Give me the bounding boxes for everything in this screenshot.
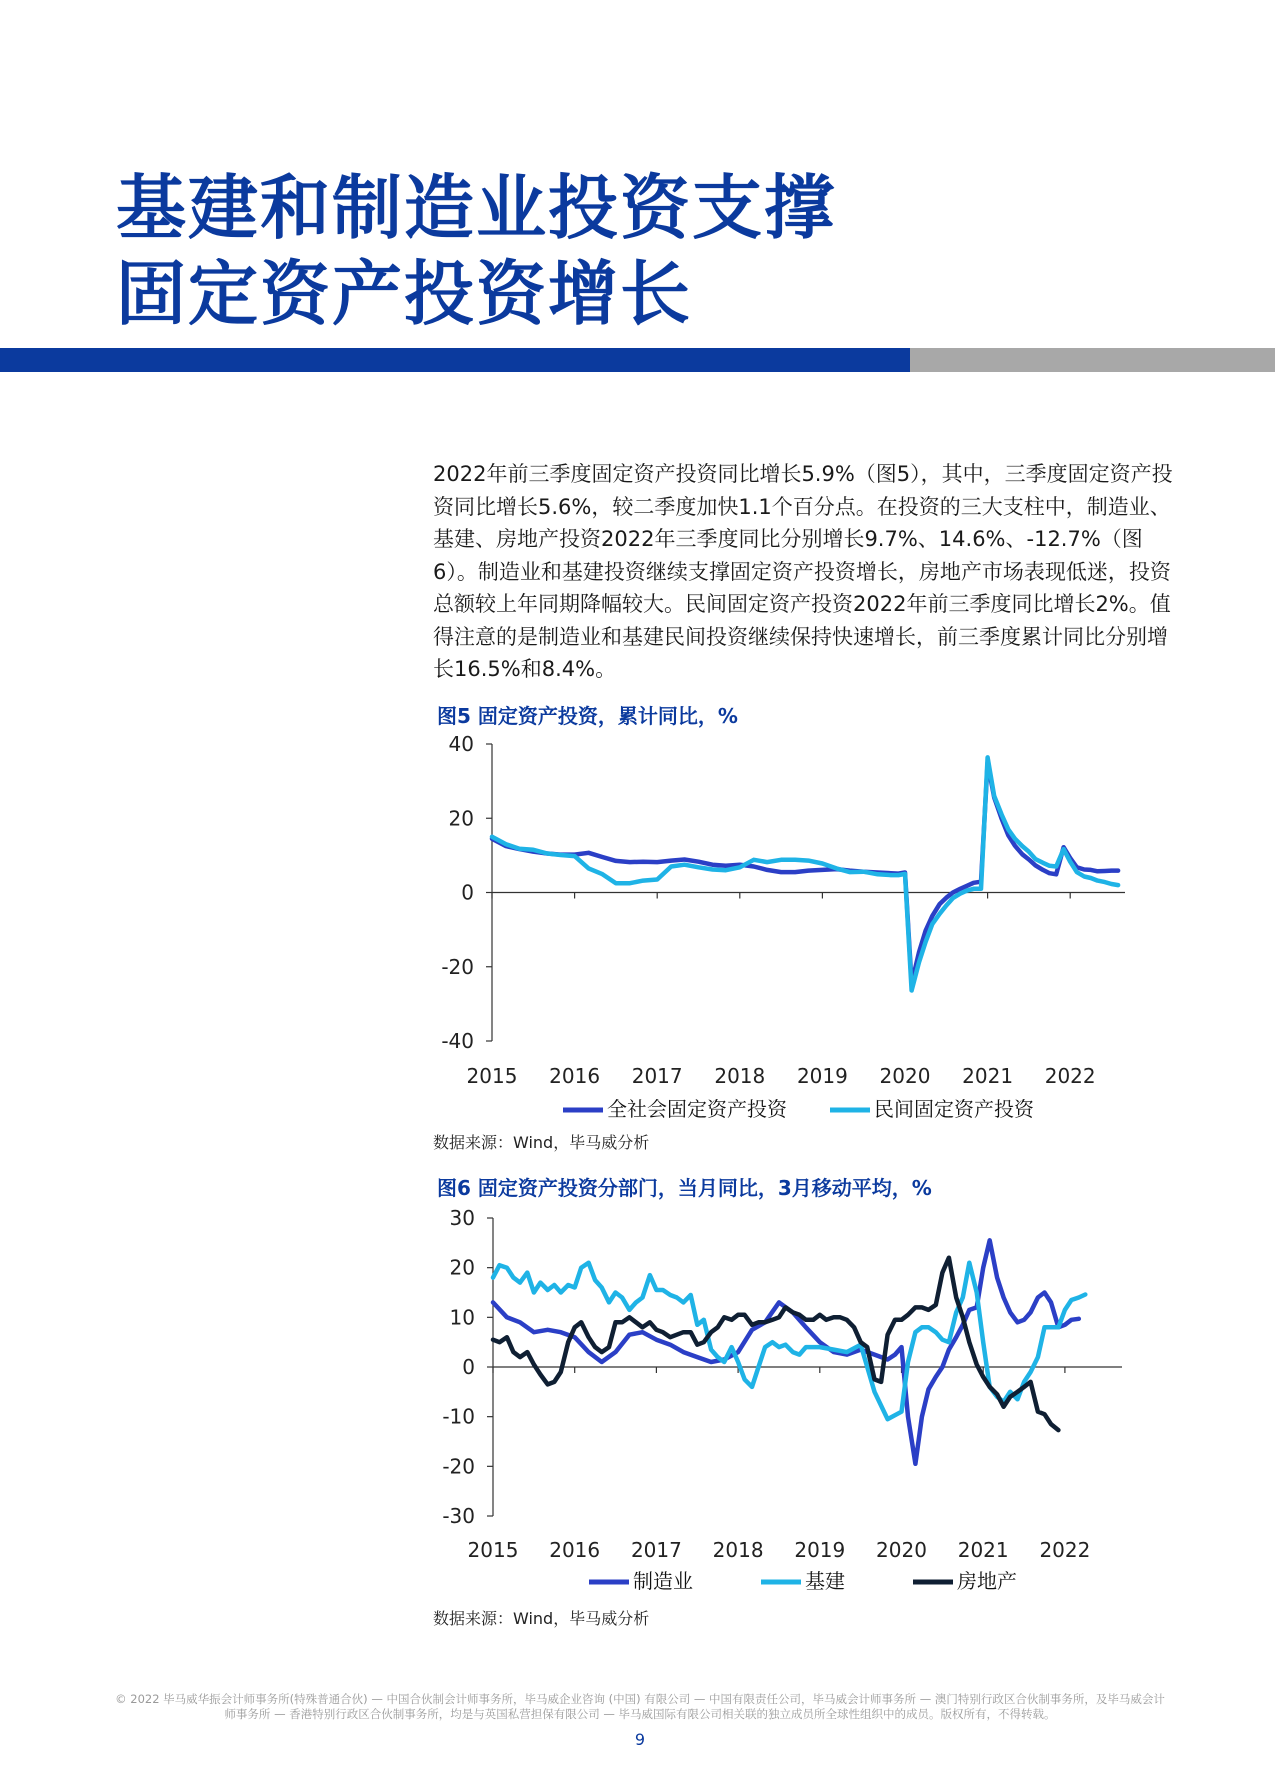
chart6-x-tick-label: 2017	[630, 1538, 682, 1562]
chart5-y-tick-label: 0	[461, 880, 474, 905]
chart6-figure	[0, 1205, 1275, 1600]
chart5-legend-label-2: 民间固定资产投资	[874, 1097, 1034, 1121]
chart6-x-tick-label: 2020	[876, 1538, 927, 1562]
chart5-x-tick-label: 2018	[714, 1064, 766, 1088]
chart5-x-tick-label: 2015	[466, 1064, 518, 1088]
chart6-legend-label-1: 制造业	[633, 1569, 693, 1593]
chart6-y-tick-label: 20	[449, 1255, 475, 1280]
chart6-x-tick-label: 2022	[1039, 1538, 1091, 1562]
chart6-x-tick-label: 2015	[467, 1538, 519, 1562]
chart5-y-tick-label: -20	[441, 954, 474, 979]
chart6-source: 数据来源：Wind，毕马威分析	[433, 1609, 650, 1628]
chart5-y-tick-label: 40	[448, 732, 474, 756]
page-title-line-1: 基建和制造业投资支撑	[116, 167, 836, 249]
chart5-x-tick-label: 2017	[631, 1064, 683, 1088]
chart5-x-tick-label: 2021	[962, 1064, 1014, 1088]
body-paragraph: 2022年前三季度固定资产投资同比增长5.9%（图5），其中，三季度固定资产投资同比增长5.6%，较二季度加快1.1个百分点。在投资的三大支柱中，制造业、基建、房地产投资2022年三季度同比分别增长9.7%、14.6%、-12.7%（图6）。制造业和基建投资继续支撑固定资产投资增长，房地产市场表现低迷，投资总额较上年同期降幅较大。民间固定资产投资2022年前三季度同比增长2%。值得注意的是制造业和基建民间投资继续保持快速增长，前三季度累计同比分别增长16.5%和8.4%。	[433, 462, 1173, 681]
chart5-x-tick-label: 2020	[879, 1064, 931, 1088]
title-band-grey	[910, 348, 1275, 372]
chart5-source: 数据来源：Wind，毕马威分析	[433, 1133, 650, 1152]
chart5-series-line-1	[492, 763, 1118, 984]
chart6-x-tick-label: 2021	[957, 1538, 1009, 1562]
chart5-series-line-2	[492, 757, 1118, 990]
chart6-x-tick-label: 2018	[712, 1538, 764, 1562]
chart6-x-tick-label: 2019	[794, 1538, 846, 1562]
chart6-x-tick-label: 2016	[549, 1538, 601, 1562]
chart5-x-tick-label: 2019	[796, 1064, 848, 1088]
chart6-y-tick-label: -30	[442, 1504, 475, 1528]
title-band-blue	[0, 348, 910, 372]
footer-copyright: © 2022 毕马威华振会计师事务所(特殊普通合伙) — 中国合伙制会计师事务所，毕马威企业咨询 (中国) 有限公司 — 中国有限责任公司，毕马威会计师事务所 — 澳门特别行政区合伙制事务所，及毕马威会计师事务所 — 香港特别行政区合伙制事务所，均是与英国私营担保有限公司 — 毕马威国际有限公司相关联的独立成员所全球性组织中的成员。版权所有，不得转载。	[115, 1692, 1165, 1721]
chart6-y-tick-label: 0	[462, 1355, 475, 1379]
chart5-figure	[0, 730, 1275, 1130]
page-title-line-2: 固定资产投资增长	[116, 253, 692, 335]
chart6-y-tick-label: -10	[442, 1404, 475, 1429]
chart5-x-tick-label: 2016	[549, 1064, 601, 1088]
chart6-legend-label-3: 房地产	[957, 1569, 1017, 1593]
chart6-y-tick-label: -20	[442, 1454, 475, 1479]
chart6-title: 图6 固定资产投资分部门，当月同比，3月移动平均，%	[437, 1176, 932, 1200]
chart6-y-tick-label: 30	[449, 1206, 475, 1230]
chart5-title: 图5 固定资产投资，累计同比，%	[437, 704, 738, 728]
page-title	[116, 165, 836, 337]
chart5-y-tick-label: 20	[448, 806, 474, 831]
chart5-y-tick-label: -40	[441, 1029, 474, 1053]
chart6-y-tick-label: 10	[449, 1305, 475, 1330]
chart5-x-tick-label: 2022	[1044, 1064, 1096, 1088]
chart6-legend-label-2: 基建	[805, 1569, 845, 1593]
chart5-legend-label-1: 全社会固定资产投资	[607, 1097, 787, 1121]
page-number: 9	[634, 1730, 646, 1749]
